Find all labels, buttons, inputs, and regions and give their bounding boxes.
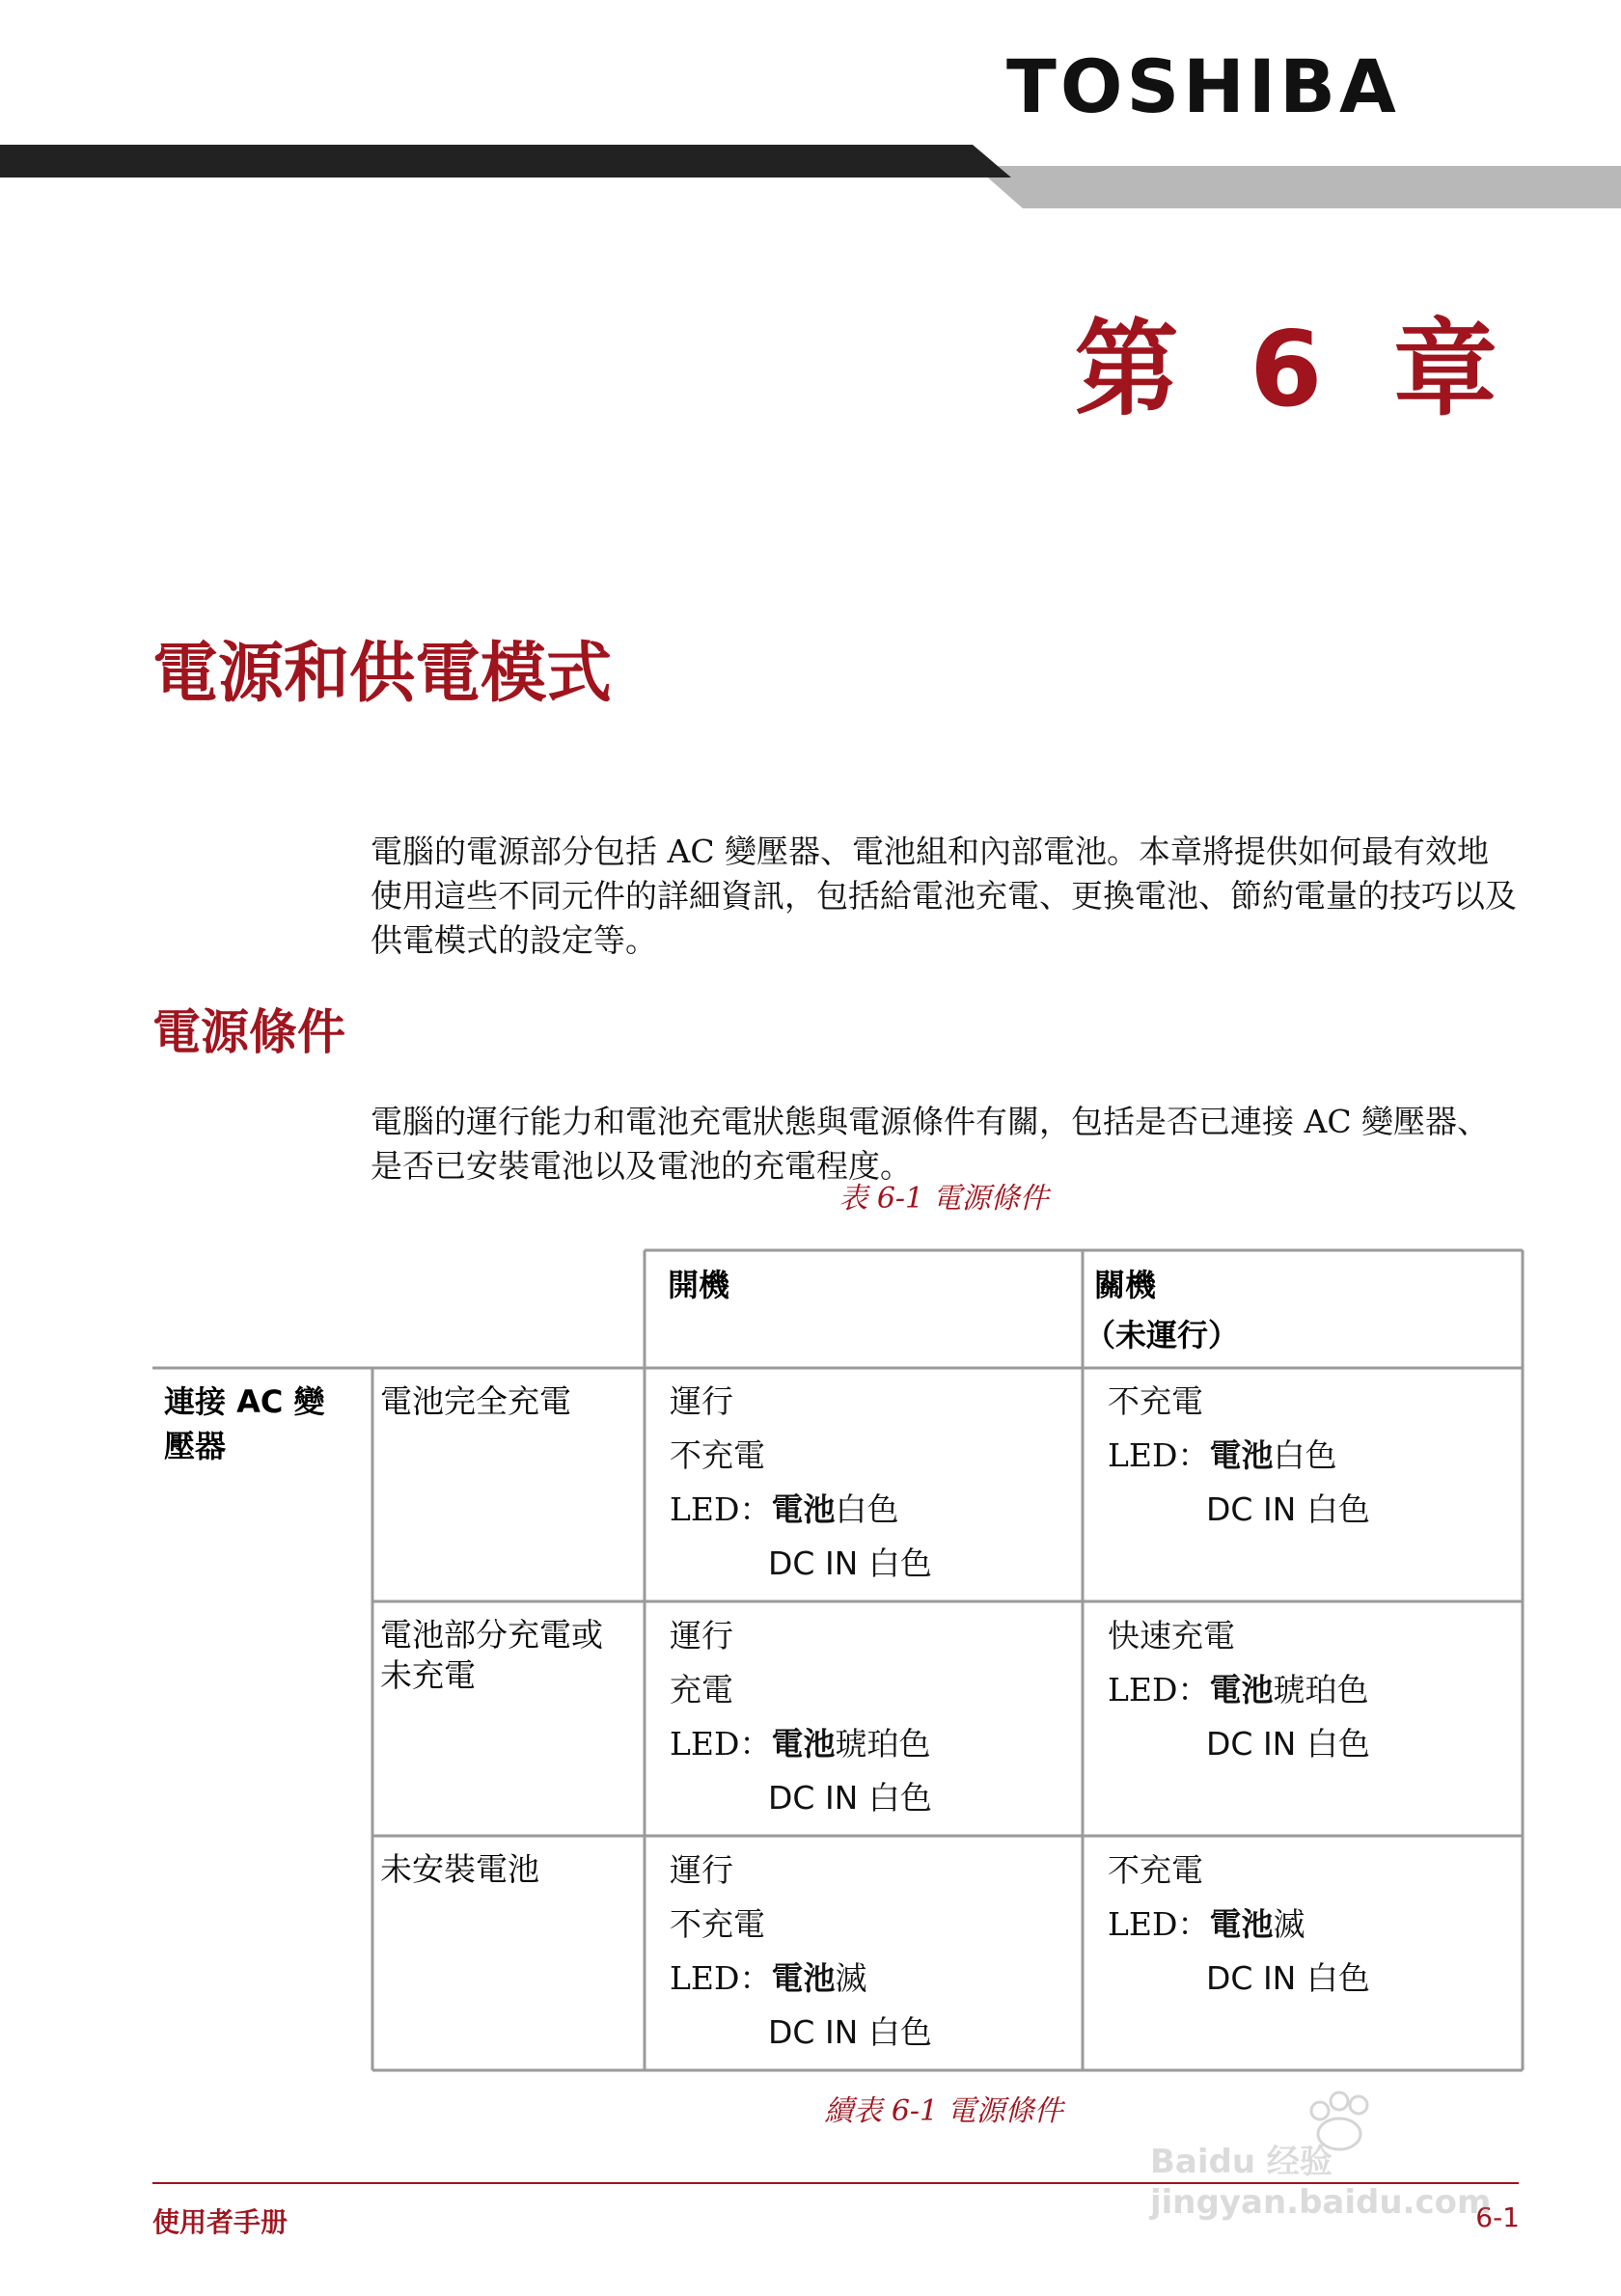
dcin-led-value: DC IN 白色 (1206, 1490, 1370, 1528)
led-label: LED： (1108, 1671, 1210, 1708)
watermark-paw-icon (1150, 2084, 1526, 2228)
led-label: LED： (670, 1959, 772, 1997)
watermark-text: Baidu 经验 jingyan.baidu.com (1150, 2143, 1492, 2222)
header-bar (0, 135, 1621, 212)
footer-manual-name: 使用者手册 (152, 2206, 288, 2238)
dcin-led-value: DC IN 白色 (768, 1779, 932, 1817)
table-row (670, 1609, 932, 1825)
on-led-line (670, 1952, 932, 2006)
battery-label: 電池 (771, 1959, 836, 1997)
intro-paragraph: 電腦的電源部分包括 AC 變壓器、電池組和內部電池。本章將提供如何最有效地使用這些不同元件的詳細資訊，包括給電池充電、更換電池、節約電量的技巧以及供電模式的設定等。 (371, 833, 1517, 959)
dcin-led-value: DC IN 白色 (768, 1544, 932, 1582)
table-row (670, 1375, 932, 1591)
on-state: 運行 (670, 1382, 733, 1420)
row-group-ac-adapter: 連接 AC 變壓器 (164, 1383, 325, 1464)
header-power-off: 關機 (1094, 1267, 1157, 1303)
on-charge: 不充電 (670, 1905, 765, 1943)
page-title: 電源和供電模式 (152, 636, 613, 712)
header-power-on: 開機 (668, 1267, 730, 1303)
led-label: LED： (670, 1725, 772, 1763)
on-charge: 不充電 (670, 1436, 765, 1474)
page-number: 6-1 (1475, 2201, 1520, 2233)
battery-led-value: 琥珀色 (835, 1725, 931, 1763)
on-state: 運行 (670, 1617, 733, 1654)
battery-led-value: 滅 (835, 1959, 867, 1997)
off-led-line (1108, 1663, 1370, 1717)
dcin-led-value: DC IN 白色 (1206, 1959, 1370, 1997)
off-charge: 不充電 (1108, 1382, 1203, 1420)
battery-label: 電池 (1209, 1905, 1274, 1943)
off-led-line (1108, 1429, 1370, 1483)
footer-rule (152, 2182, 1519, 2184)
section-paragraph: 電腦的運行能力和電池充電狀態與電源條件有關，包括是否已連接 AC 變壓器、是否已安裝電池以及電池的充電程度。 (371, 1103, 1490, 1185)
led-label: LED： (1108, 1436, 1210, 1474)
header-bar-dark (0, 145, 1011, 178)
on-charge: 充電 (670, 1671, 733, 1708)
battery-label: 電池 (771, 1725, 836, 1763)
battery-led-value: 琥珀色 (1273, 1671, 1369, 1708)
header-power-off-sub: （未運行） (1085, 1317, 1240, 1353)
dcin-led-value: DC IN 白色 (1206, 1725, 1370, 1763)
off-charge: 快速充電 (1108, 1617, 1235, 1654)
led-label: LED： (670, 1490, 772, 1528)
table-row (1108, 1375, 1370, 1537)
condition-cell: 電池完全充電 (380, 1382, 571, 1420)
battery-label: 電池 (771, 1490, 836, 1528)
on-led-line (670, 1483, 932, 1537)
battery-led-value: 白色 (835, 1490, 899, 1528)
table-caption-continued: 續表 6-1 電源條件 (824, 2094, 1063, 2128)
condition-cell: 電池部分充電或未充電 (380, 1616, 603, 1694)
chapter-number: 第 6 章 (1074, 310, 1515, 430)
battery-label: 電池 (1209, 1671, 1274, 1708)
table-row (670, 1844, 932, 2060)
led-label: LED： (1108, 1905, 1210, 1943)
watermark (1150, 2084, 1526, 2228)
brand-logo: TOSHIBA (1006, 43, 1400, 129)
battery-led-value: 白色 (1273, 1436, 1337, 1474)
on-state: 運行 (670, 1851, 733, 1889)
table-row (1108, 1844, 1370, 2006)
off-led-line (1108, 1898, 1370, 1952)
off-charge: 不充電 (1108, 1851, 1203, 1889)
battery-label: 電池 (1209, 1436, 1274, 1474)
header-bar-light (975, 166, 1621, 208)
on-led-line (670, 1717, 932, 1771)
table-row (1108, 1609, 1370, 1771)
dcin-led-value: DC IN 白色 (768, 2013, 932, 2051)
section-heading: 電源條件 (152, 1004, 345, 1060)
table-caption: 表 6-1 電源條件 (838, 1182, 1049, 1216)
battery-led-value: 滅 (1273, 1905, 1305, 1943)
condition-cell: 未安裝電池 (380, 1850, 539, 1888)
